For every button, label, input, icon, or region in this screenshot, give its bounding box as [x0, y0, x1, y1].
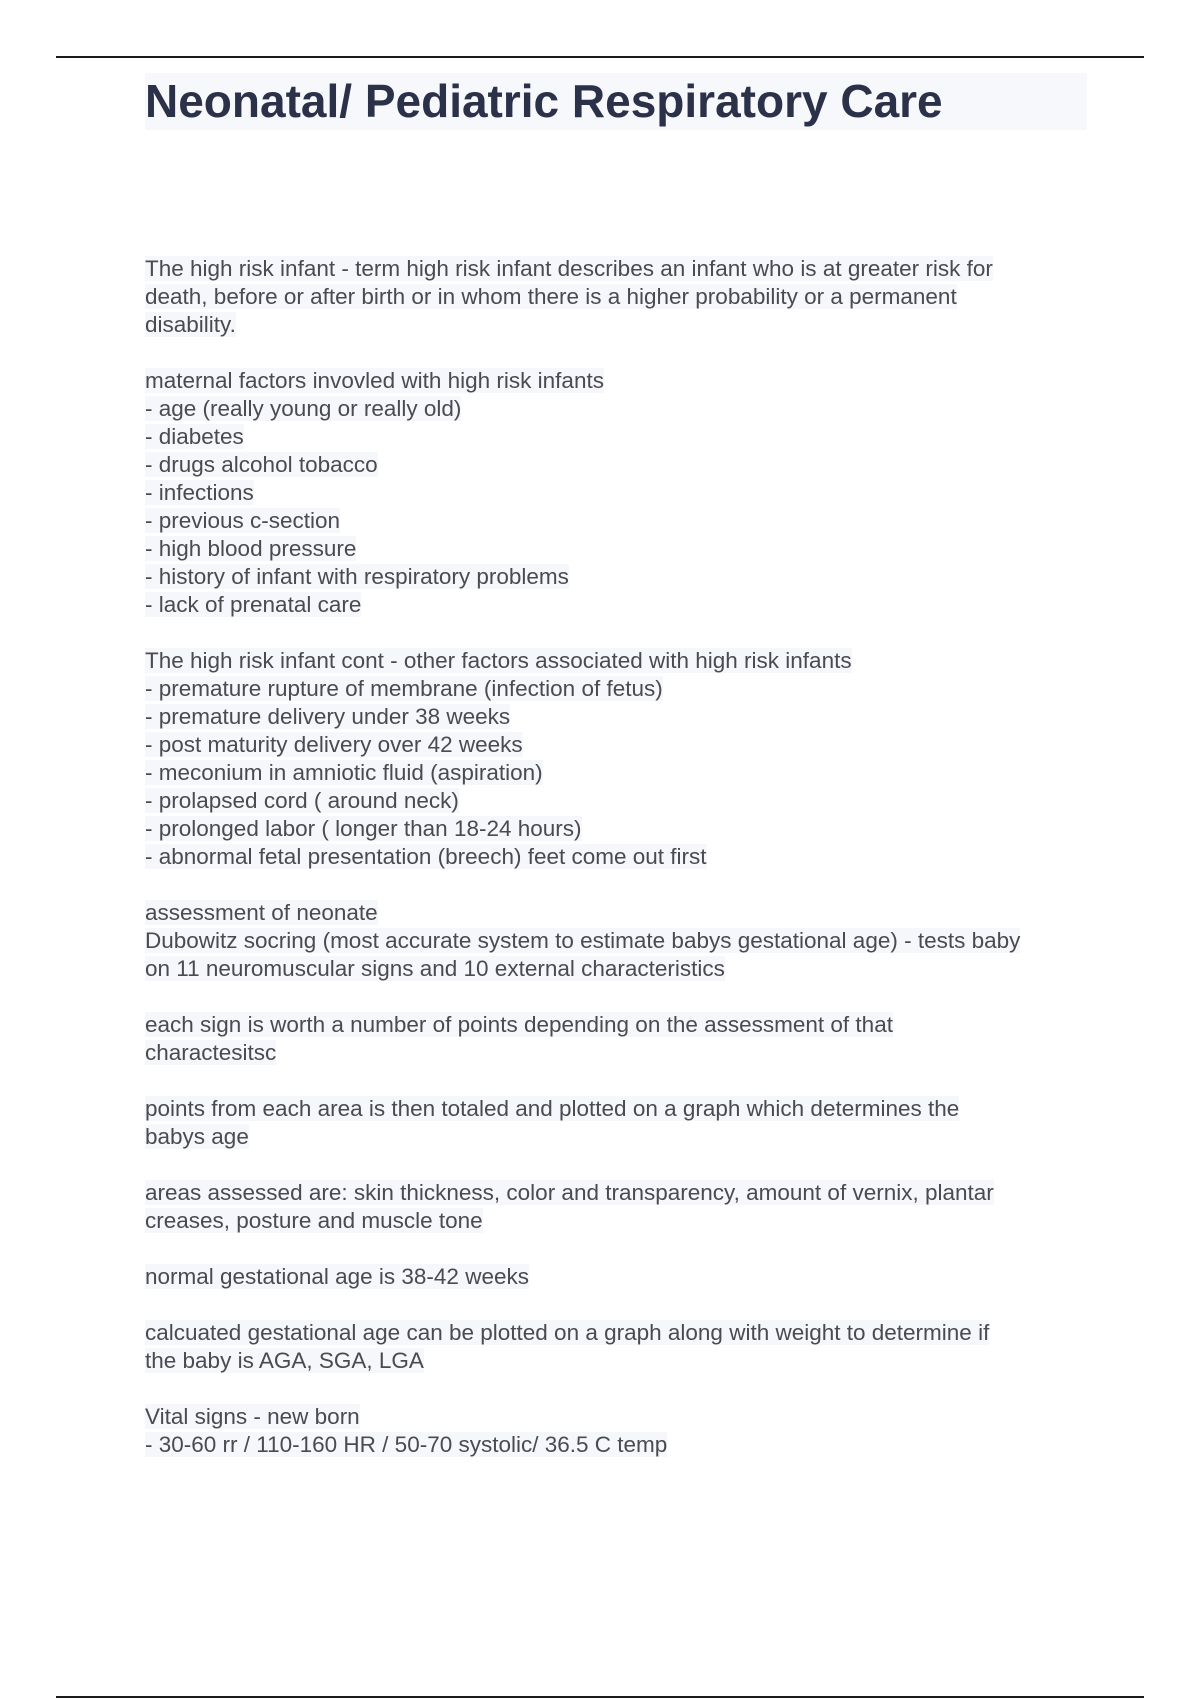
- text-line: creases, posture and muscle tone: [145, 1208, 483, 1233]
- text-line: maternal factors invovled with high risk infants: [145, 368, 604, 393]
- list-item: - previous c-section: [145, 508, 341, 533]
- text-line: Vital signs - new born: [145, 1404, 360, 1429]
- list-item: - high blood pressure: [145, 536, 357, 561]
- list-item: - premature delivery under 38 weeks: [145, 704, 511, 729]
- text-line: each sign is worth a number of points depending on the assessment of that: [145, 1012, 893, 1037]
- document-body: [145, 255, 1095, 1487]
- list-item: - history of infant with respiratory problems: [145, 564, 569, 589]
- paragraph-high-risk-definition: [145, 255, 1095, 339]
- text-line: calcuated gestational age can be plotted on a graph along with weight to determine if: [145, 1320, 990, 1345]
- bottom-rule: [56, 1696, 1144, 1698]
- list-item: - premature rupture of membrane (infection of fetus): [145, 676, 663, 701]
- text-line: The high risk infant - term high risk infant describes an infant who is at greater risk for: [145, 256, 993, 281]
- paragraph-vital-signs: [145, 1403, 1095, 1459]
- list-item: - infections: [145, 480, 254, 505]
- paragraph-maternal-factors: [145, 367, 1095, 619]
- text-line: the baby is AGA, SGA, LGA: [145, 1348, 424, 1373]
- text-line: points from each area is then totaled and plotted on a graph which determines the: [145, 1096, 960, 1121]
- paragraph-areas-assessed: [145, 1179, 1095, 1235]
- list-item: - 30-60 rr / 110-160 HR / 50-70 systolic/ 36.5 C temp: [145, 1432, 668, 1457]
- paragraph-points-totaled: [145, 1095, 1095, 1151]
- paragraph-normal-gestational-age: [145, 1263, 1095, 1291]
- paragraph-calculated-gestational-age: [145, 1319, 1095, 1375]
- text-line: The high risk infant cont - other factors associated with high risk infants: [145, 648, 852, 673]
- text-line: disability.: [145, 312, 236, 337]
- paragraph-assessment-of-neonate: [145, 899, 1095, 983]
- text-line: babys age: [145, 1124, 249, 1149]
- text-line: normal gestational age is 38-42 weeks: [145, 1264, 529, 1289]
- text-line: charactesitsc: [145, 1040, 277, 1065]
- text-line: Dubowitz socring (most accurate system to estimate babys gestational age) - tests baby: [145, 928, 1021, 953]
- text-line: on 11 neuromuscular signs and 10 external characteristics: [145, 956, 725, 981]
- text-line: death, before or after birth or in whom there is a higher probability or a permanent: [145, 284, 957, 309]
- list-item: - abnormal fetal presentation (breech) feet come out first: [145, 844, 707, 869]
- text-line: areas assessed are: skin thickness, color and transparency, amount of vernix, plantar: [145, 1180, 994, 1205]
- list-item: - drugs alcohol tobacco: [145, 452, 378, 477]
- text-line: assessment of neonate: [145, 900, 378, 925]
- list-item: - lack of prenatal care: [145, 592, 362, 617]
- page-title: Neonatal/ Pediatric Respiratory Care: [145, 73, 1087, 130]
- paragraph-other-factors: [145, 647, 1095, 871]
- list-item: - prolonged labor ( longer than 18-24 hours): [145, 816, 582, 841]
- list-item: - post maturity delivery over 42 weeks: [145, 732, 523, 757]
- list-item: - diabetes: [145, 424, 244, 449]
- list-item: - age (really young or really old): [145, 396, 462, 421]
- list-item: - meconium in amniotic fluid (aspiration): [145, 760, 543, 785]
- top-rule: [56, 56, 1144, 58]
- paragraph-sign-points: [145, 1011, 1095, 1067]
- list-item: - prolapsed cord ( around neck): [145, 788, 459, 813]
